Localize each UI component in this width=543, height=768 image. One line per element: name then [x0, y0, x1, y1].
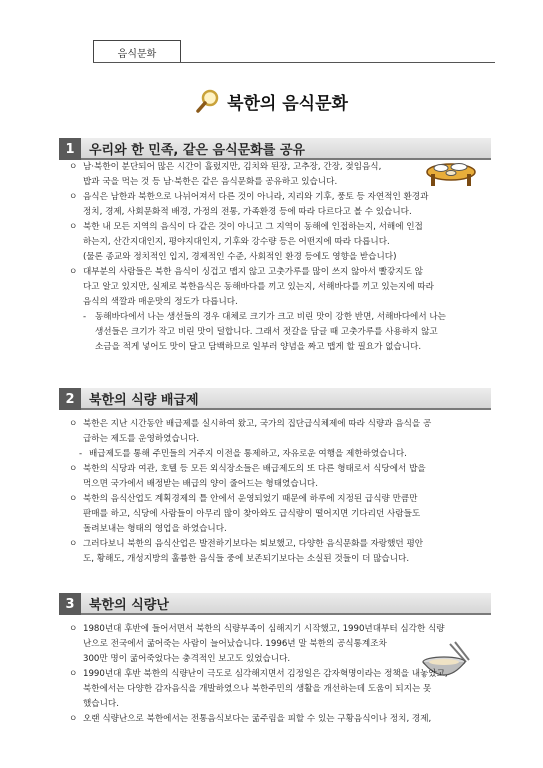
- section-2-body: [69, 417, 484, 567]
- bullet-marker: ㅇ: [69, 464, 78, 474]
- section-number: 1: [59, 138, 81, 160]
- dash-marker: -: [83, 312, 87, 322]
- section-title: 북한의 식량 배급제: [81, 388, 491, 410]
- paragraph: ㅇ 음식은 남한과 북한으로 나뉘어져서 다른 것이 아니라, 지리와 기후, 풍토 등 자연적인 환경과 정치, 경제, 사회문화적 배경, 가정의 전통, 가족환경 등에 따라 다르다고 볼 수 있습니다.: [69, 192, 429, 217]
- bullet-marker: ㅇ: [69, 669, 78, 679]
- paragraph: ㅇ 그러다보니 북한의 음식산업은 발전하기보다는 퇴보했고, 다양한 음식문화를 자랑했던 평안 도, 황해도, 개성지방의 훌륭한 음식들 중에 보존되기보다는 소실된 것들이 더 많습니다.: [69, 539, 424, 564]
- section-number: 3: [59, 593, 81, 615]
- title-area: [0, 88, 543, 114]
- sub-item: - 배급제도를 통해 주민들의 거주지 이전을 통제하고, 자유로운 여행을 제한하였습니다.: [69, 447, 484, 462]
- bullet-marker: ㅇ: [69, 222, 78, 232]
- page-title: 북한의 음식문화: [227, 93, 348, 114]
- paragraph: ㅇ 남·북한이 분단되어 많은 시간이 흘렀지만, 김치와 된장, 고추장, 간장, 젖임음식, 밥과 국을 먹는 것 등 남·북한은 같은 음식문화를 공유하고 있습니다.: [69, 162, 382, 187]
- paragraph: ㅇ 오랜 식량난으로 북한에서는 전통음식보다는 굶주림을 피할 수 있는 구황음식이나 정치, 경제,: [69, 712, 484, 727]
- section-3-body: [69, 622, 484, 727]
- paragraph: ㅇ 대부분의 사람들은 북한 음식이 싱겁고 맵지 않고 고춧가루를 많이 쓰지 않아서 빨갛지도 않 다고 알고 있지만, 실제로 북한음식은 동해바다를 끼고 있는지, 서해바다를 끼고 있는지에 따라 음식의 색깔과 매운맛의 정도가 다릅니다.: [69, 267, 434, 307]
- bullet-marker: ㅇ: [69, 192, 78, 202]
- paragraph: ㅇ 북한 내 모든 지역의 음식이 다 같은 것이 아니고 그 지역이 동해에 인접하는지, 서해에 인접 하는지, 산간지대인지, 평야지대인지, 기후와 강수량 등은 어떤지에 따라 다릅니다. (물론 종교와 정치적인 입지, 경제적인 수준, 사회적인 환경 등에도 영향을 받습니다): [69, 222, 423, 262]
- bullet-marker: ㅇ: [69, 419, 78, 429]
- sub-item: - 동해바다에서 나는 생선들의 경우 대체로 크기가 크고 비린 맛이 강한 반면, 서해바다에서 나는 생선들은 크기가 작고 비린 맛이 덜합니다. 그래서 젓갈을 담글 때 고춧가루를 사용하지 않고 소금을 적게 넣어도 맛이 달고 담백하므로 일부러 양념을 짜고 맵게 할 필요가 없습니다.: [83, 312, 446, 352]
- paragraph: ㅇ 북한의 음식산업도 계획경제의 틀 안에서 운영되었기 때문에 하루에 지정된 급식량 만큼만 판매를 하고, 식당에 사람들이 아무리 많이 찾아와도 급식량이 떨어지면 기다리던 사람들도 돌려보내는 형태의 영업을 하였습니다.: [69, 494, 421, 534]
- dash-marker: -: [79, 449, 83, 459]
- paragraph: ㅇ 1980년대 후반에 들어서면서 북한의 식량부족이 심해지기 시작했고, 1990년대부터 심각한 식량 난으로 전국에서 굶어죽는 사람이 늘어났습니다. 1996년 말 북한의 공식통계조차 300만 명이 굶어죽었다는 충격적인 보고도 있었습니다.: [69, 624, 445, 664]
- section-number: 2: [59, 388, 81, 410]
- section-tab: [93, 40, 181, 63]
- bullet-marker: ㅇ: [69, 714, 78, 724]
- bullet-marker: ㅇ: [69, 267, 78, 277]
- paragraph: ㅇ 1990년대 후반 북한의 식량난이 극도로 심각해지면서 김정일은 감자혁명이라는 정책을 내놓았고, 북한에서는 다양한 감자음식을 개발하였으나 북한주민의 생활을 개선하는데 도움이 되지는 못 했습니다.: [69, 669, 448, 709]
- section-2-heading: [59, 388, 491, 410]
- section-3-heading: [59, 593, 491, 615]
- magnifier-icon: [195, 88, 221, 114]
- bullet-marker: ㅇ: [69, 624, 78, 634]
- paragraph: ㅇ 북한은 지난 시간동안 배급제를 실시하여 왔고, 국가의 집단급식체제에 따라 식량과 음식을 공 급하는 제도를 운영하였습니다.: [69, 419, 432, 444]
- section-tab-label: 음식문화: [117, 48, 157, 60]
- header-rule: [93, 62, 495, 63]
- section-title: 북한의 식량난: [81, 593, 491, 615]
- paragraph: ㅇ 북한의 식당과 여관, 호텔 등 모든 외식장소들은 배급제도의 또 다른 형태로서 식당에서 밥을 먹으면 국가에서 배정받는 배급의 양이 줄어드는 형태였습니다.: [69, 464, 426, 489]
- bullet-marker: ㅇ: [69, 162, 78, 172]
- bullet-marker: ㅇ: [69, 494, 78, 504]
- section-1-body: [69, 160, 484, 355]
- section-title: 우리와 한 민족, 같은 음식문화를 공유: [81, 138, 491, 160]
- bullet-marker: ㅇ: [69, 539, 78, 549]
